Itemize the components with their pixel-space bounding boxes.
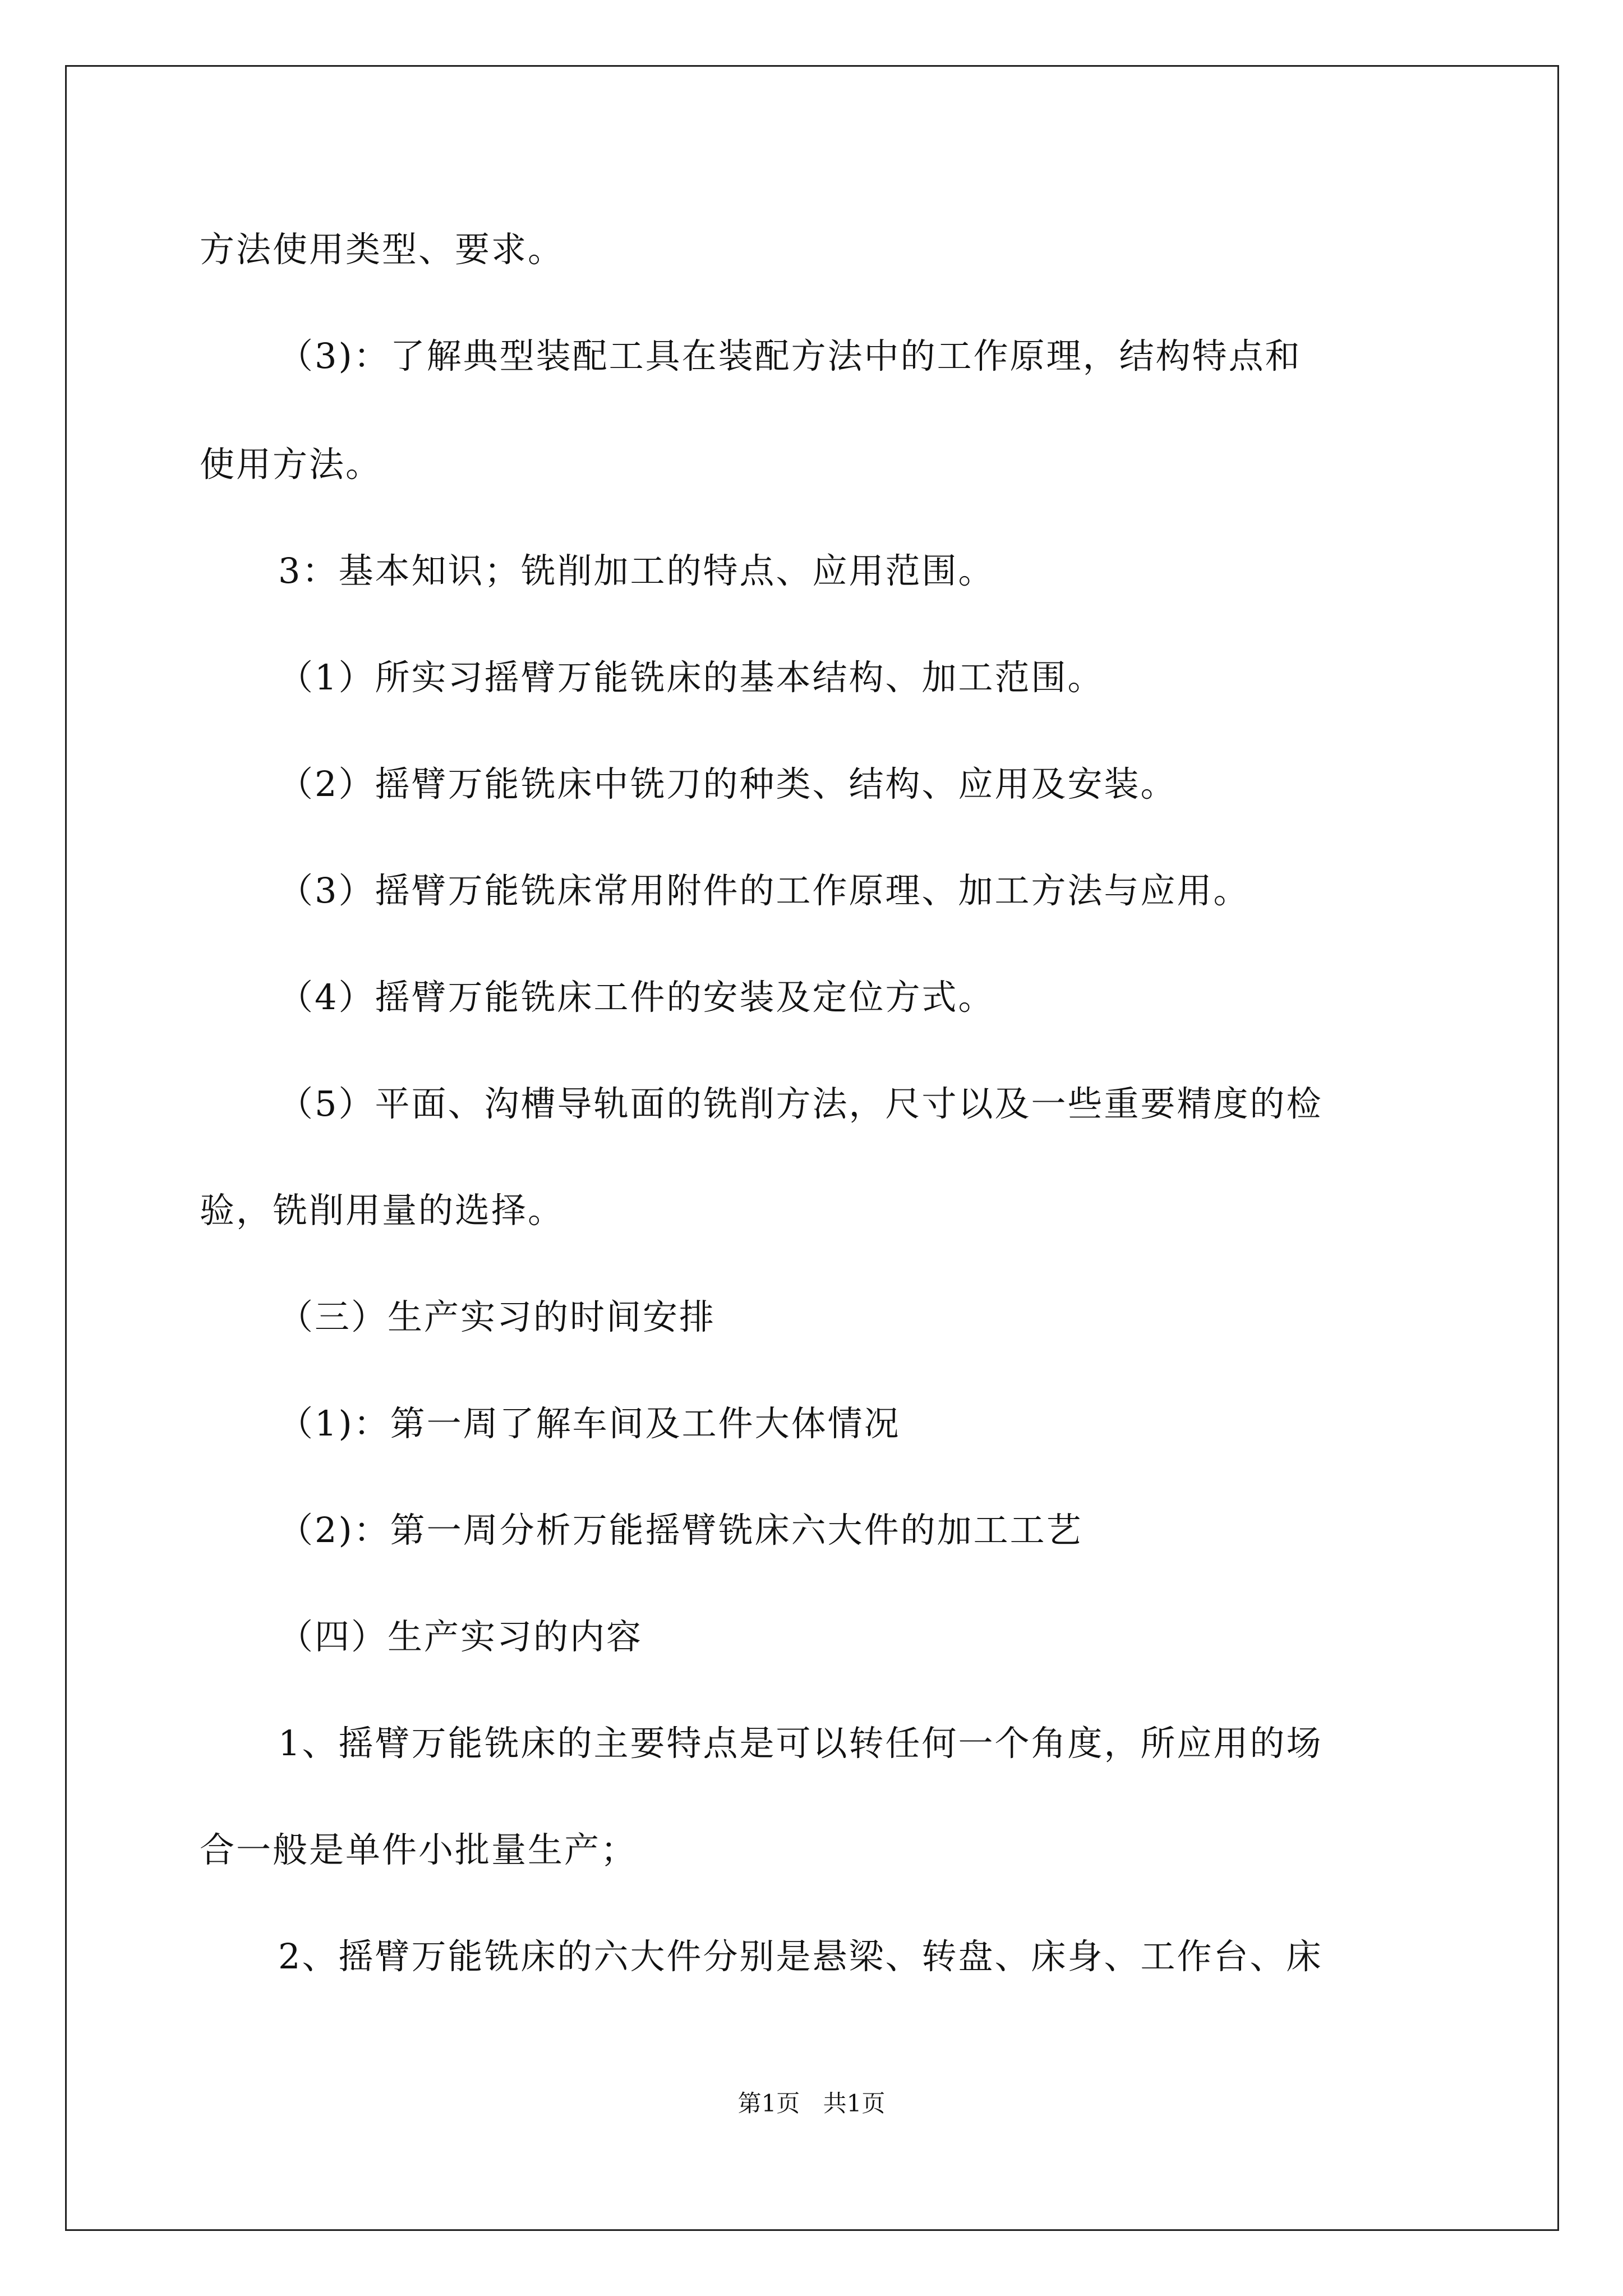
text-line: （四）生产实习的内容 — [278, 1616, 643, 1657]
text-line: （2)：第一周分析万能摇臂铣床六大件的加工工艺 — [278, 1510, 1083, 1550]
page-footer — [0, 2088, 1623, 2119]
page-border — [65, 65, 1559, 2231]
text-line: 方法使用类型、要求。 — [200, 229, 565, 270]
page-total: 共1页 — [823, 2090, 886, 2117]
text-line: （4）摇臂万能铣床工件的安装及定位方式。 — [278, 977, 995, 1018]
text-line: （1)：第一周了解车间及工件大体情况 — [278, 1403, 901, 1444]
text-line: 1、摇臂万能铣床的主要特点是可以转任何一个角度，所应用的场 — [278, 1723, 1323, 1764]
text-line: （3)：了解典型装配工具在装配方法中的工作原理，结构特点和 — [278, 335, 1302, 376]
text-line: （1）所实习摇臂万能铣床的基本结构、加工范围。 — [278, 657, 1104, 698]
text-line: 合一般是单件小批量生产； — [200, 1829, 638, 1870]
text-line: 使用方法。 — [200, 444, 382, 485]
text-line: （三）生产实习的时间安排 — [278, 1296, 716, 1337]
text-line: 3：基本知识；铣削加工的特点、应用范围。 — [278, 550, 995, 591]
page-number: 第1页 — [737, 2090, 800, 2117]
text-line: （2）摇臂万能铣床中铣刀的种类、结构、应用及安装。 — [278, 763, 1177, 804]
text-line: 2、摇臂万能铣床的六大件分别是悬梁、转盘、床身、工作台、床 — [278, 1936, 1323, 1977]
text-line: （5）平面、沟槽导轨面的铣削方法，尺寸以及一些重要精度的检 — [278, 1083, 1323, 1124]
text-line: （3）摇臂万能铣床常用附件的工作原理、加工方法与应用。 — [278, 870, 1250, 911]
text-line: 验，铣削用量的选择。 — [200, 1190, 565, 1231]
